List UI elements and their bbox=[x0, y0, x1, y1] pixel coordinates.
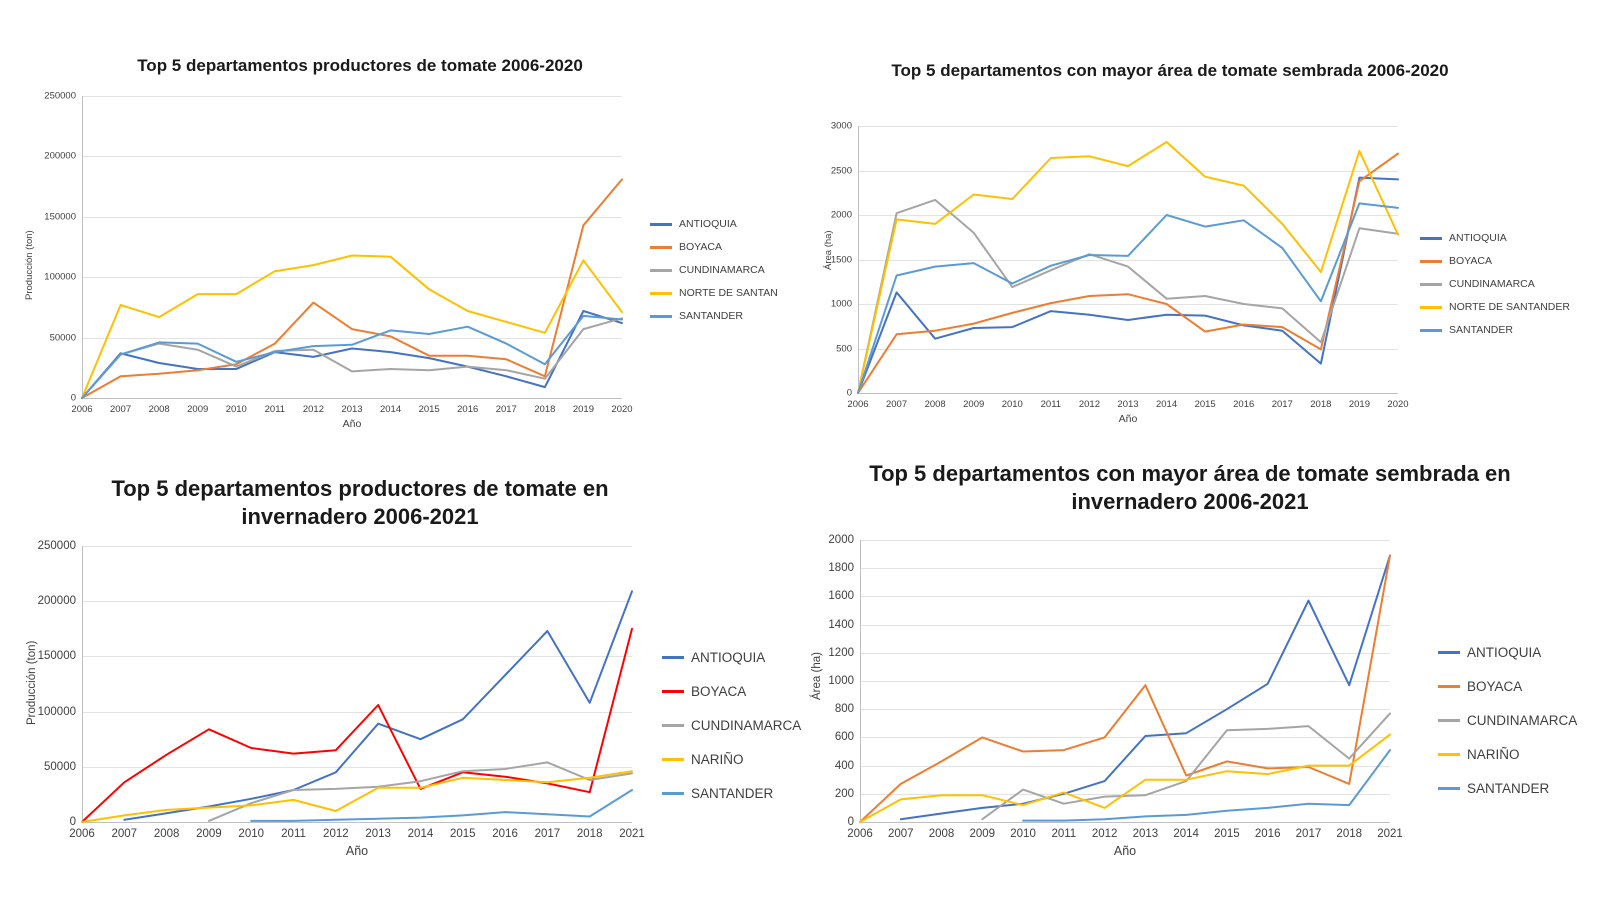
x-axis-tick: 2012 bbox=[1078, 399, 1100, 410]
legend-swatch bbox=[1438, 685, 1460, 688]
y-axis-tick: 100000 bbox=[44, 271, 76, 283]
legend-item[interactable] bbox=[650, 241, 778, 253]
legend-label: NORTE DE SANTAN bbox=[679, 287, 778, 299]
legend-swatch bbox=[1420, 306, 1442, 309]
series-line bbox=[251, 790, 632, 821]
y-axis-tick: 250000 bbox=[37, 540, 76, 552]
legend-swatch bbox=[1420, 283, 1442, 286]
x-axis-tick: 2010 bbox=[1010, 828, 1036, 840]
legend-label: CUNDINAMARCA bbox=[1449, 278, 1535, 290]
legend-swatch bbox=[662, 656, 684, 659]
legend-label: BOYACA bbox=[1449, 255, 1492, 267]
y-axis-tick: 0 bbox=[69, 816, 76, 828]
x-axis-tick: 2009 bbox=[196, 828, 222, 840]
x-axis-tick: 2007 bbox=[111, 828, 138, 840]
x-axis-tick: 2006 bbox=[847, 828, 873, 840]
x-axis-tick: 2008 bbox=[148, 404, 170, 415]
plot-area-area-invernadero bbox=[828, 534, 1403, 840]
y-axis-tick: 0 bbox=[846, 387, 852, 399]
chart-panel-area-aire-libre bbox=[790, 0, 1600, 450]
legend-item[interactable] bbox=[662, 752, 801, 767]
legend-item[interactable] bbox=[1420, 255, 1570, 267]
y-axis-tick: 0 bbox=[70, 392, 76, 404]
series-layer bbox=[82, 546, 632, 822]
series-line bbox=[860, 735, 1390, 822]
y-axis-tick: 600 bbox=[834, 731, 854, 744]
y-axis-tick: 1000 bbox=[830, 298, 852, 310]
y-axis-tick: 100000 bbox=[37, 705, 76, 718]
legend-label: CUNDINAMARCA bbox=[679, 264, 765, 276]
legend-item[interactable] bbox=[1438, 645, 1577, 660]
legend-produccion-aire-libre bbox=[650, 218, 778, 322]
chart-title-produccion-aire-libre: Top 5 departamentos productores de tomate 2006-2020 bbox=[137, 56, 583, 75]
y-axis-label-1: Área (ha) bbox=[823, 230, 834, 270]
legend-label: ANTIOQUIA bbox=[1467, 645, 1542, 660]
legend-label: BOYACA bbox=[679, 241, 722, 253]
x-axis-tick: 2012 bbox=[323, 828, 349, 840]
x-axis-tick: 2008 bbox=[153, 828, 180, 840]
legend-swatch bbox=[650, 223, 672, 226]
y-axis-tick: 250000 bbox=[44, 90, 76, 102]
legend-swatch bbox=[650, 292, 672, 295]
legend-item[interactable] bbox=[650, 287, 778, 299]
series-line bbox=[82, 179, 622, 398]
x-axis-tick: 2006 bbox=[847, 399, 869, 410]
series-layer bbox=[858, 126, 1398, 393]
y-axis-tick: 150000 bbox=[37, 650, 76, 663]
y-axis-tick: 1800 bbox=[828, 562, 854, 575]
series-line bbox=[858, 178, 1398, 393]
y-axis-tick: 200000 bbox=[37, 595, 76, 608]
series-line bbox=[860, 556, 1390, 823]
x-axis-tick: 2013 bbox=[341, 404, 363, 415]
legend-swatch bbox=[650, 269, 672, 272]
legend-swatch bbox=[650, 315, 672, 318]
legend-item[interactable] bbox=[650, 218, 778, 230]
legend-item[interactable] bbox=[662, 718, 801, 733]
legend-item[interactable] bbox=[1438, 679, 1577, 694]
y-axis-tick: 500 bbox=[836, 343, 852, 354]
x-axis-label-3: Año bbox=[1113, 844, 1137, 858]
y-axis-tick: 50000 bbox=[44, 760, 76, 773]
legend-area-invernadero bbox=[1438, 645, 1577, 796]
plot-area-area-aire-libre bbox=[830, 120, 1409, 410]
legend-swatch bbox=[662, 724, 684, 727]
x-axis-tick: 2016 bbox=[1254, 828, 1281, 840]
legend-swatch bbox=[1420, 329, 1442, 332]
series-line bbox=[82, 311, 622, 398]
legend-item[interactable] bbox=[1438, 781, 1577, 796]
x-axis-tick: 2006 bbox=[69, 828, 95, 840]
y-axis-tick: 2000 bbox=[828, 534, 854, 546]
x-axis-tick: 2012 bbox=[1091, 828, 1118, 840]
legend-label: BOYACA bbox=[1467, 679, 1523, 694]
legend-label: CUNDINAMARCA bbox=[691, 718, 802, 733]
chart-title-area-aire-libre: Top 5 departamentos con mayor área de tomate sembrada 2006-2020 bbox=[891, 61, 1449, 80]
x-axis-tick: 2015 bbox=[1214, 828, 1240, 840]
legend-swatch bbox=[1438, 753, 1460, 756]
y-axis-label-3: Área (ha) bbox=[811, 652, 823, 700]
y-axis-tick: 200 bbox=[834, 787, 854, 800]
series-line bbox=[209, 762, 632, 821]
x-axis-tick: 2014 bbox=[407, 828, 434, 840]
x-axis-tick: 2012 bbox=[302, 404, 324, 415]
legend-label: SANTANDER bbox=[691, 786, 774, 801]
x-axis-tick: 2007 bbox=[109, 404, 132, 415]
legend-label: SANTANDER bbox=[1449, 324, 1513, 336]
x-axis-tick: 2013 bbox=[1132, 828, 1159, 840]
legend-item[interactable] bbox=[662, 650, 801, 665]
x-axis-tick: 2008 bbox=[928, 828, 955, 840]
x-axis-tick: 2014 bbox=[379, 404, 402, 415]
y-axis-tick: 2500 bbox=[830, 165, 852, 176]
y-axis-tick: 3000 bbox=[830, 120, 852, 132]
legend-swatch bbox=[1438, 719, 1460, 722]
x-axis-tick: 2009 bbox=[187, 404, 209, 415]
x-axis-tick: 2013 bbox=[1117, 399, 1139, 410]
y-axis-label-0: Producción (ton) bbox=[24, 230, 35, 300]
legend-swatch bbox=[662, 758, 684, 761]
y-axis-tick: 1500 bbox=[830, 254, 852, 265]
legend-label: NARIÑO bbox=[1467, 747, 1520, 762]
y-axis-tick: 2000 bbox=[830, 209, 852, 221]
x-axis-label-2: Año bbox=[345, 844, 369, 858]
legend-label: SANTANDER bbox=[679, 310, 743, 322]
legend-item[interactable] bbox=[650, 310, 778, 322]
legend-swatch bbox=[1420, 237, 1442, 240]
legend-label: ANTIOQUIA bbox=[679, 218, 737, 230]
legend-label: NARIÑO bbox=[691, 752, 744, 767]
series-line bbox=[82, 256, 622, 399]
x-axis-tick: 2010 bbox=[1001, 399, 1023, 410]
legend-produccion-invernadero bbox=[662, 650, 801, 801]
x-axis-tick: 2020 bbox=[611, 404, 633, 415]
plot-area-produccion-invernadero bbox=[37, 540, 645, 840]
x-axis-tick: 2006 bbox=[71, 404, 93, 415]
y-axis-tick: 150000 bbox=[44, 211, 76, 223]
legend-item[interactable] bbox=[1420, 324, 1570, 336]
x-axis-tick: 2011 bbox=[281, 828, 306, 840]
x-axis-tick: 2017 bbox=[1271, 399, 1293, 410]
x-axis-tick: 2017 bbox=[1295, 828, 1322, 840]
x-axis-tick: 2018 bbox=[1310, 399, 1332, 410]
x-axis-tick: 2011 bbox=[1051, 828, 1077, 840]
legend-label: BOYACA bbox=[691, 684, 747, 699]
x-axis-tick: 2014 bbox=[1173, 828, 1199, 840]
y-axis-tick: 1000 bbox=[828, 675, 854, 687]
x-axis-tick: 2014 bbox=[1155, 399, 1178, 410]
x-axis-tick: 2019 bbox=[1348, 399, 1370, 410]
series-layer bbox=[82, 96, 622, 398]
plot-area-produccion-aire-libre bbox=[44, 90, 633, 415]
x-axis-tick: 2016 bbox=[1233, 399, 1255, 410]
x-axis-tick: 2009 bbox=[969, 828, 996, 840]
legend-swatch bbox=[662, 792, 684, 795]
x-axis-tick: 2007 bbox=[887, 828, 914, 840]
series-layer bbox=[860, 540, 1390, 822]
x-axis-tick: 2011 bbox=[264, 404, 286, 415]
y-axis-tick: 400 bbox=[834, 759, 854, 772]
x-axis-tick: 2021 bbox=[1377, 828, 1403, 840]
y-axis-tick: 0 bbox=[847, 816, 854, 828]
series-line bbox=[1023, 750, 1390, 821]
legend-label: ANTIOQUIA bbox=[691, 650, 766, 665]
x-axis-tick: 2021 bbox=[619, 828, 645, 840]
legend-swatch bbox=[1438, 787, 1460, 790]
chart-panel-produccion-aire-libre bbox=[0, 0, 790, 450]
legend-label: CUNDINAMARCA bbox=[1467, 713, 1578, 728]
series-line bbox=[82, 629, 632, 822]
x-axis-tick: 2013 bbox=[365, 828, 391, 840]
legend-item[interactable] bbox=[1438, 713, 1577, 728]
legend-label: SANTANDER bbox=[1467, 781, 1550, 796]
x-axis-tick: 2016 bbox=[457, 404, 479, 415]
y-axis-tick: 1200 bbox=[828, 646, 854, 659]
x-axis-tick: 2018 bbox=[576, 828, 603, 840]
x-axis-tick: 2020 bbox=[1387, 399, 1409, 410]
x-axis-tick: 2009 bbox=[963, 399, 985, 410]
legend-item[interactable] bbox=[662, 786, 801, 801]
legend-item[interactable] bbox=[1420, 301, 1570, 313]
chart-panel-area-invernadero bbox=[790, 450, 1600, 900]
x-axis-tick: 2011 bbox=[1040, 399, 1062, 410]
chart-title-produccion-invernadero: Top 5 departamentos productores de tomate en invernadero 2006-2021 bbox=[111, 476, 609, 529]
y-axis-tick: 1400 bbox=[828, 618, 854, 631]
series-line bbox=[858, 154, 1398, 393]
x-axis-tick: 2015 bbox=[418, 404, 440, 415]
x-axis-tick: 2017 bbox=[495, 404, 517, 415]
legend-item[interactable] bbox=[1420, 232, 1570, 244]
legend-swatch bbox=[1420, 260, 1442, 263]
y-axis-tick: 1600 bbox=[828, 590, 854, 603]
series-line bbox=[858, 203, 1398, 393]
x-axis-tick: 2010 bbox=[225, 404, 247, 415]
x-axis-tick: 2015 bbox=[1194, 399, 1216, 410]
legend-swatch bbox=[662, 690, 684, 693]
x-axis-tick: 2019 bbox=[572, 404, 594, 415]
x-axis-tick: 2018 bbox=[1336, 828, 1363, 840]
x-axis-tick: 2008 bbox=[924, 399, 946, 410]
x-axis-tick: 2015 bbox=[449, 828, 476, 840]
x-axis-tick: 2017 bbox=[534, 828, 561, 840]
legend-label: NORTE DE SANTANDER bbox=[1449, 301, 1570, 313]
y-axis-tick: 200000 bbox=[44, 150, 76, 162]
legend-item[interactable] bbox=[1438, 747, 1577, 762]
legend-item[interactable] bbox=[1420, 278, 1570, 290]
legend-item[interactable] bbox=[662, 684, 801, 699]
chart-title-area-invernadero: Top 5 departamentos con mayor área de tomate sembrada en invernadero 2006-2021 bbox=[869, 461, 1511, 514]
x-axis-tick: 2018 bbox=[534, 404, 556, 415]
legend-item[interactable] bbox=[650, 264, 778, 276]
legend-area-aire-libre bbox=[1420, 232, 1570, 336]
legend-swatch bbox=[650, 246, 672, 249]
legend-label: ANTIOQUIA bbox=[1449, 232, 1507, 244]
x-axis-tick: 2010 bbox=[238, 828, 265, 840]
y-axis-tick: 50000 bbox=[49, 332, 76, 344]
x-axis-label-1: Año bbox=[1118, 413, 1138, 425]
x-axis-label-0: Año bbox=[342, 418, 362, 430]
x-axis-tick: 2007 bbox=[885, 399, 908, 410]
legend-swatch bbox=[1438, 651, 1460, 654]
chart-panel-produccion-invernadero bbox=[0, 450, 802, 900]
y-axis-label-2: Producción (ton) bbox=[26, 640, 38, 725]
y-axis-tick: 800 bbox=[834, 703, 854, 716]
x-axis-tick: 2016 bbox=[492, 828, 518, 840]
